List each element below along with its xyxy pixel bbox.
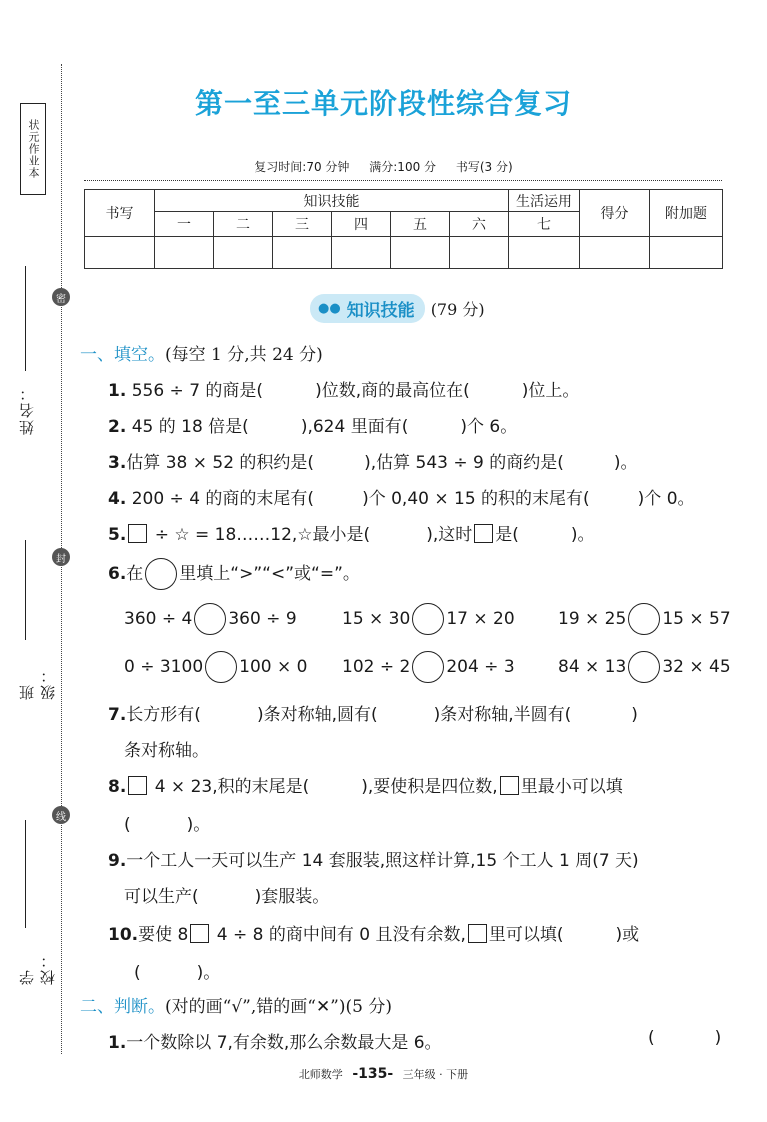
dots-icon: ●●	[318, 301, 341, 316]
page-title: 第一至三单元阶段性综合复习	[194, 87, 572, 120]
question-2	[108, 412, 517, 437]
exam-meta	[0, 158, 767, 175]
class-label: 班级：	[18, 666, 57, 700]
compare-left: 15 × 30	[342, 609, 411, 629]
question-text: ),估算 543 ÷ 9 的商约是(	[364, 453, 564, 473]
section-head: 二、判断。	[80, 997, 165, 1017]
compare-left: 360 ÷ 4	[124, 609, 193, 629]
question-number: 1.	[108, 1033, 127, 1053]
exam-time: 复习时间:70 分钟	[254, 160, 350, 174]
seal-mi: 密	[52, 288, 70, 306]
compare-left: 102 ÷ 2	[342, 657, 411, 677]
class-field[interactable]	[14, 540, 57, 700]
compare-right: 17 × 20	[446, 609, 515, 629]
compare-item	[558, 651, 731, 683]
score-cell[interactable]	[332, 237, 391, 269]
section-judge	[80, 992, 392, 1017]
exam-writing: 书写(3 分)	[455, 160, 513, 174]
judge-1	[108, 1028, 442, 1053]
question-3	[108, 448, 638, 473]
question-text: 里最小可以填	[520, 777, 623, 797]
compare-right: 32 × 45	[662, 657, 731, 677]
question-text: )或	[615, 925, 640, 945]
page-footer	[0, 1066, 767, 1082]
compare-item	[342, 603, 515, 635]
divider	[84, 180, 722, 181]
compare-right: 360 ÷ 9	[228, 609, 297, 629]
header-score: 得分	[580, 190, 650, 237]
header-application: 生活运用	[509, 190, 580, 212]
square-box[interactable]	[474, 524, 493, 543]
question-text: 长方形有(	[126, 705, 201, 725]
exam-full-score: 满分:100 分	[369, 160, 437, 174]
section-pill-label: 知识技能	[346, 301, 415, 321]
compare-left: 84 × 13	[558, 657, 627, 677]
question-4	[108, 484, 695, 509]
compare-right: 204 ÷ 3	[446, 657, 515, 677]
section-pill-score: (79 分)	[430, 300, 485, 319]
question-1	[108, 376, 579, 401]
question-text: )。	[186, 815, 211, 835]
compare-item	[342, 651, 515, 683]
question-number: 4.	[108, 489, 127, 509]
circle-blank[interactable]	[412, 651, 444, 683]
compare-item	[558, 603, 731, 635]
question-text: )位上。	[521, 381, 580, 401]
col-7: 七	[509, 212, 580, 237]
question-number: 6.	[108, 564, 127, 584]
score-cell[interactable]	[650, 237, 723, 269]
question-text: 里可以填(	[488, 925, 564, 945]
question-text: 在	[126, 564, 144, 584]
compare-item	[124, 603, 297, 635]
score-cell[interactable]	[273, 237, 332, 269]
school-field[interactable]	[14, 820, 57, 985]
question-text: 估算 38 × 52 的积约是(	[126, 453, 315, 473]
compare-left: 0 ÷ 3100	[124, 657, 204, 677]
square-box[interactable]	[468, 924, 487, 943]
compare-right: 100 × 0	[239, 657, 308, 677]
section-pill	[310, 294, 425, 323]
score-cell[interactable]	[509, 237, 580, 269]
question-10-cont	[134, 958, 220, 983]
question-text: 4 ÷ 8 的商中间有 0 且没有余数,	[211, 925, 466, 945]
score-cell[interactable]	[580, 237, 650, 269]
question-number: 7.	[108, 705, 127, 725]
question-number: 2.	[108, 417, 127, 437]
section-head: 一、填空。	[80, 345, 165, 365]
question-text: )条对称轴,半圆有(	[433, 705, 572, 725]
question-text: )。	[570, 525, 595, 545]
question-number: 10.	[108, 925, 139, 945]
question-text: 一个工人一天可以生产 14 套服装,照这样计算,15 个工人 1 周(7 天)	[126, 851, 639, 871]
question-9	[108, 846, 639, 871]
question-number: 8.	[108, 777, 127, 797]
question-number: 9.	[108, 851, 127, 871]
question-text: (	[134, 963, 141, 983]
question-text: 里填上“>”“<”或“=”。	[179, 564, 360, 584]
seal-feng: 封	[52, 548, 70, 566]
square-box[interactable]	[190, 924, 209, 943]
score-table	[84, 189, 723, 269]
header-bonus: 附加题	[650, 190, 723, 237]
brand-label: 状元作业本	[20, 103, 46, 195]
question-text: ),这时	[426, 525, 473, 545]
question-9-cont	[124, 882, 329, 907]
question-text: 是(	[495, 525, 519, 545]
name-field[interactable]	[14, 266, 40, 436]
circle-blank[interactable]	[412, 603, 444, 635]
question-text: 可以生产(	[124, 887, 199, 907]
compare-right: 15 × 57	[662, 609, 731, 629]
col-4: 四	[332, 212, 391, 237]
score-cell[interactable]	[85, 237, 155, 269]
square-box[interactable]	[500, 776, 519, 795]
score-cell[interactable]	[450, 237, 509, 269]
score-cell[interactable]	[214, 237, 273, 269]
col-6: 六	[450, 212, 509, 237]
question-text: )	[631, 705, 638, 725]
question-text: 一个数除以 7,有余数,那么余数最大是 6。	[126, 1033, 442, 1053]
question-text: )个 6。	[460, 417, 518, 437]
score-cell[interactable]	[391, 237, 450, 269]
question-text: ÷ ☆ = 18……12,☆最小是(	[149, 525, 371, 545]
name-label: 姓名：	[18, 384, 36, 435]
question-number: 1.	[108, 381, 127, 401]
square-box[interactable]	[128, 776, 147, 795]
footer-grade: 三年级 · 下册	[402, 1068, 469, 1081]
question-10	[108, 920, 639, 945]
question-text: )。	[613, 453, 638, 473]
col-2: 二	[214, 212, 273, 237]
circle-blank[interactable]	[628, 603, 660, 635]
question-5	[108, 520, 595, 545]
seal-xian: 线	[52, 806, 70, 824]
compare-left: 19 × 25	[558, 609, 627, 629]
question-text: )。	[196, 963, 221, 983]
question-8	[108, 772, 623, 797]
paren: (	[648, 1028, 655, 1048]
paren: )	[714, 1028, 722, 1048]
judge-answer[interactable]	[648, 1028, 721, 1048]
question-text: 4 × 23,积的末尾是(	[149, 777, 310, 797]
circle-blank[interactable]	[205, 651, 237, 683]
header-knowledge: 知识技能	[155, 190, 509, 212]
page-number: -135-	[352, 1066, 394, 1082]
question-text: ),624 里面有(	[300, 417, 409, 437]
col-1: 一	[155, 212, 214, 237]
question-6	[108, 558, 360, 590]
question-text: (	[124, 815, 131, 835]
circle-blank[interactable]	[145, 558, 177, 590]
question-text: ),要使积是四位数,	[361, 777, 498, 797]
question-text: 556 ÷ 7 的商是(	[126, 381, 264, 401]
footer-subject: 北师数学	[298, 1068, 343, 1081]
question-text: )个 0。	[637, 489, 695, 509]
question-text: )条对称轴,圆有(	[256, 705, 378, 725]
score-cell[interactable]	[155, 237, 214, 269]
square-box[interactable]	[128, 524, 147, 543]
col-5: 五	[391, 212, 450, 237]
school-label: 学校：	[18, 951, 57, 985]
question-7	[108, 700, 638, 725]
question-8-cont	[124, 810, 210, 835]
col-3: 三	[273, 212, 332, 237]
question-text: )个 0,40 × 15 的积的末尾有(	[362, 489, 590, 509]
compare-item	[124, 651, 307, 683]
question-text: 45 的 18 倍是(	[126, 417, 249, 437]
header-writing: 书写	[85, 190, 155, 237]
circle-blank[interactable]	[194, 603, 226, 635]
circle-blank[interactable]	[628, 651, 660, 683]
section-fill-in	[80, 340, 323, 365]
question-text: )套服装。	[254, 887, 330, 907]
question-text: 200 ÷ 4 的商的末尾有(	[126, 489, 315, 509]
section-note: (对的画“√”,错的画“✕”)(5 分)	[165, 997, 392, 1017]
question-text: 要使 8	[138, 925, 189, 945]
question-7-cont: 条对称轴。	[124, 741, 209, 761]
question-number: 5.	[108, 525, 127, 545]
question-text: )位数,商的最高位在(	[315, 381, 470, 401]
section-note: (每空 1 分,共 24 分)	[165, 345, 323, 365]
question-number: 3.	[108, 453, 127, 473]
section-header	[310, 294, 485, 323]
